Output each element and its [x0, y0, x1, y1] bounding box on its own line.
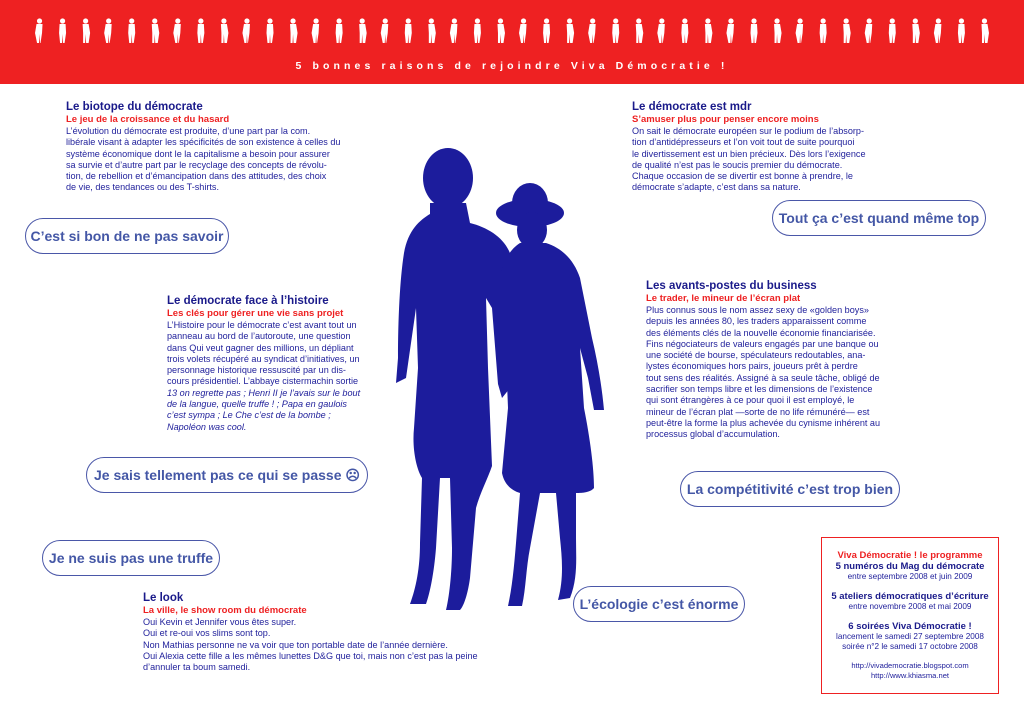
person-icon [889, 18, 896, 43]
program-item-detail: lancement le samedi 27 septembre 2008 [836, 632, 984, 641]
slogan-pill: C’est si bon de ne pas savoir [25, 218, 229, 254]
person-icon [636, 18, 644, 43]
person-icon [705, 18, 713, 43]
person-icon [173, 18, 181, 43]
person-icon [83, 18, 91, 43]
slogan-pill: Tout ça c’est quand même top [772, 200, 986, 236]
program-item-heading: 6 soirées Viva Démocratie ! [848, 621, 972, 632]
section-body: Oui Kevin et Jennifer vous êtes super. Oui et re-oui vos slims sont top. Non Mathias personne ne va voir que ton portable date de l’année dernière. Oui Alexia cette fille a les mêmes lunettes D&G que toi, mais non c’est pas la peine d’annuler ta boum samedi. [143, 617, 478, 673]
person-icon [267, 18, 274, 43]
person-icon [450, 18, 458, 43]
section-biotope [66, 101, 348, 194]
section-body: L’Histoire pour le démocrate c’est avant tout un panneau au bord de l’autoroute, une question dans Qui veut gagner des millions, un dépliant trois volets récupéré au syndicat d’initiatives, un personnage historique ressuscité par un dis- cours présidentiel. L’abbaye cistermachin sortie 13 on regrette pas ; Henri II je l’avais sur le bout de la langue, quelle truffe ! ; Papa en gaulois c’est sympa ; Le Che c’est de la bombe ; Napoléon was cool. [167, 320, 361, 432]
program-item-heading: 5 numéros du Mag du démocrate [835, 561, 985, 572]
slogan-pill: Je sais tellement pas ce qui se passe ☹ [86, 457, 368, 493]
section-subtitle: Les clés pour gérer une vie sans projet [167, 308, 344, 319]
section-mdr [632, 101, 872, 194]
slogan-pill: La compétitivité c’est trop bien [680, 471, 900, 507]
person-icon [843, 18, 851, 43]
section-subtitle: La ville, le show room du démocrate [143, 605, 307, 616]
section-subtitle: Le jeu de la croissance et du hasard [66, 114, 230, 125]
person-icon [820, 18, 827, 43]
person-icon [912, 18, 920, 43]
section-business [646, 280, 884, 441]
person-icon [567, 18, 575, 43]
person-icon [359, 18, 367, 43]
person-icon [381, 18, 389, 43]
person-icon [242, 18, 250, 43]
person-icon [428, 18, 436, 43]
person-icon [774, 18, 782, 43]
person-icon [35, 18, 43, 43]
person-icon [405, 18, 412, 43]
slogan-pill: L’écologie c’est énorme [573, 586, 745, 622]
person-icon [865, 18, 873, 43]
person-icon [543, 18, 550, 43]
person-icon [726, 18, 734, 43]
person-icon [519, 18, 527, 43]
person-icon [612, 18, 619, 43]
person-icon [681, 18, 688, 43]
person-icon [290, 18, 298, 43]
program-item-heading: 5 ateliers démocratiques d’écriture [831, 591, 989, 602]
top-banner [0, 0, 1024, 84]
person-icon [152, 18, 160, 43]
section-title: Le démocrate est mdr [632, 101, 752, 113]
section-body: On sait le démocrate européen sur le podium de l’absorp- tion d’antidépresseurs et l’on voit tout de suite pourquoi le divertissement est un bien précieux. Dès lors l’exigence de qualité n’est pas le soucis premier du démocrate. Chaque occasion de se divertir est bonne à prendre, le démocrate s’adapte, c’est dans sa nature. [632, 126, 866, 193]
person-icon [312, 18, 320, 43]
program-link[interactable]: http://vivademocratie.blogspot.com [851, 661, 969, 670]
person-icon [796, 18, 804, 43]
program-box [821, 537, 999, 694]
program-item-detail: entre novembre 2008 et mai 2009 [848, 602, 972, 611]
person-icon [59, 18, 66, 43]
banner-title: 5 bonnes raisons de rejoindre Viva Démocratie ! [295, 60, 729, 72]
person-icon [104, 18, 112, 43]
program-item-detail: entre septembre 2008 et juin 2009 [847, 572, 973, 581]
slogan-pill: Je ne suis pas une truffe [42, 540, 220, 576]
section-subtitle: Le trader, le mineur de l’écran plat [646, 293, 801, 304]
person-icon [934, 18, 942, 43]
section-body: L’évolution du démocrate est produite, d’une part par la com. libérale visant à adapter les spécificités de son existence à celles du système économique dont le la capitalisme a besoin pour assurer sa survie et d’autre part par le recyclage des concepts de révolu- tion, de rebellion et d’émancipation dans des attitudes, des choix de vie, des tendances ou des T-shirts. [66, 126, 341, 193]
section-title: Les avants-postes du business [646, 280, 817, 292]
couple-silhouette-image [380, 148, 630, 618]
program-title: Viva Démocratie ! le programme [837, 550, 983, 561]
person-icon [197, 18, 204, 43]
section-title: Le look [143, 592, 184, 604]
person-icon [221, 18, 229, 43]
person-icon [981, 18, 989, 43]
person-icon [128, 18, 135, 43]
program-link[interactable]: http://www.khiasma.net [870, 671, 950, 680]
person-icon [751, 18, 758, 43]
program-item-detail: soirée n°2 le samedi 17 octobre 2008 [842, 642, 978, 651]
person-icon [336, 18, 343, 43]
walking-people-icon-row [28, 18, 996, 44]
section-body: Plus connus sous le nom assez sexy de «golden boys» depuis les années 80, les traders apparaissent comme des éléments clés de la nouvelle économie financiarisée. Fins négociateurs de valeurs engagés par une banque ou une société de bourse, spéculateurs redoutables, ana- lystes économiques hors pairs, joueurs prêt à perdre tout sens des réalités. Assigné à sa seule tâche, obligé de sacrifier son temps libre et les dimensions de l’existence qui sont étrangères à ce pour quoi il est employé, le mineur de l’écran plat —sorte de no life rémunéré— est peut-être la forme la plus achevée du cynisme inhérent au processus global d’accumulation. [646, 305, 881, 440]
person-icon [497, 18, 505, 43]
section-subtitle: S’amuser plus pour penser encore moins [632, 114, 819, 125]
person-icon [958, 18, 965, 43]
section-title: Le biotope du démocrate [66, 101, 203, 113]
person-icon [588, 18, 596, 43]
person-icon [474, 18, 481, 43]
section-histoire [167, 295, 371, 433]
person-icon [657, 18, 665, 43]
section-title: Le démocrate face à l’histoire [167, 295, 329, 307]
